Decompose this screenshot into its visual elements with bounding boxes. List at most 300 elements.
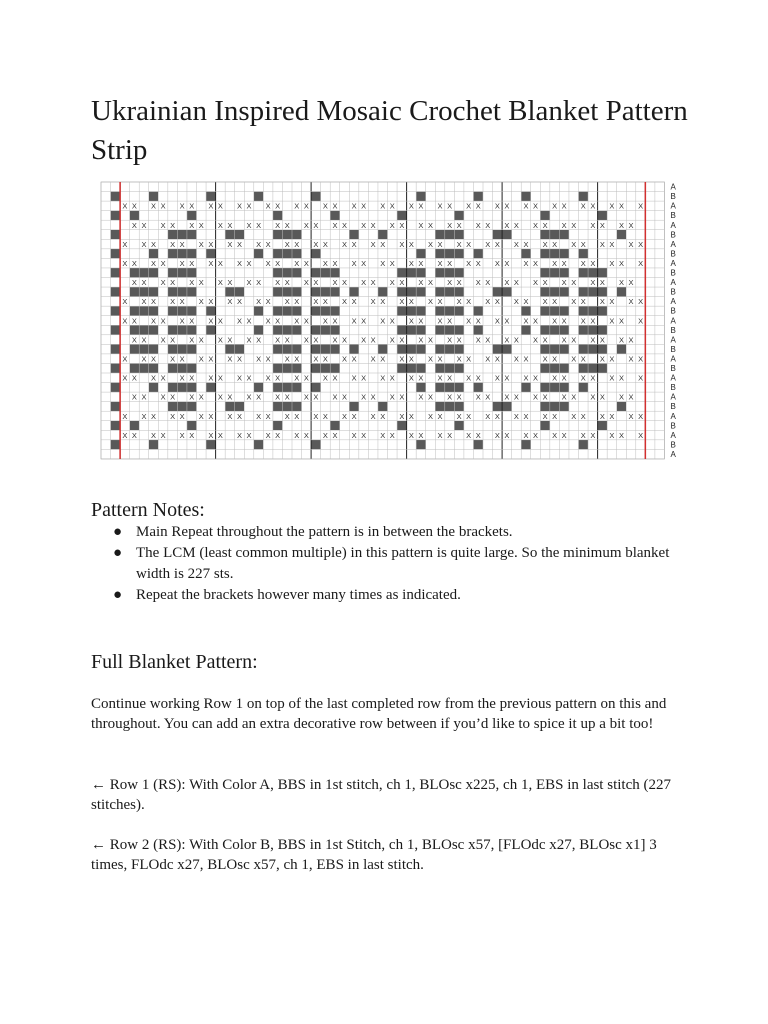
- svg-text:X: X: [571, 411, 577, 421]
- svg-text:X: X: [246, 258, 252, 268]
- svg-text:X: X: [256, 335, 262, 345]
- svg-text:X: X: [208, 201, 214, 211]
- svg-text:X: X: [217, 201, 223, 211]
- svg-text:X: X: [131, 258, 137, 268]
- svg-text:X: X: [427, 278, 433, 288]
- svg-text:X: X: [418, 258, 424, 268]
- svg-text:X: X: [170, 392, 176, 402]
- svg-text:X: X: [533, 278, 539, 288]
- svg-text:X: X: [303, 373, 309, 383]
- svg-text:X: X: [504, 392, 510, 402]
- svg-text:X: X: [580, 316, 586, 326]
- svg-text:X: X: [294, 239, 300, 249]
- svg-text:X: X: [618, 258, 624, 268]
- svg-text:X: X: [628, 411, 634, 421]
- svg-text:X: X: [609, 239, 615, 249]
- svg-text:X: X: [141, 220, 147, 230]
- note-text: Repeat the brackets however many times as indicated.: [136, 587, 461, 603]
- svg-text:X: X: [141, 392, 147, 402]
- svg-text:X: X: [408, 239, 414, 249]
- svg-text:X: X: [313, 411, 319, 421]
- svg-text:X: X: [590, 392, 596, 402]
- svg-text:X: X: [389, 201, 395, 211]
- svg-text:X: X: [513, 392, 519, 402]
- svg-text:X: X: [284, 297, 290, 307]
- svg-text:X: X: [399, 278, 405, 288]
- svg-text:X: X: [552, 411, 558, 421]
- svg-text:X: X: [618, 316, 624, 326]
- svg-text:X: X: [618, 430, 624, 440]
- svg-text:X: X: [189, 220, 195, 230]
- svg-text:X: X: [494, 316, 500, 326]
- svg-text:X: X: [284, 220, 290, 230]
- svg-text:X: X: [504, 201, 510, 211]
- svg-text:X: X: [179, 373, 185, 383]
- svg-text:X: X: [494, 239, 500, 249]
- svg-text:X: X: [561, 430, 567, 440]
- svg-text:X: X: [189, 335, 195, 345]
- svg-text:X: X: [170, 297, 176, 307]
- svg-text:A: A: [670, 392, 676, 402]
- svg-text:A: A: [670, 430, 676, 440]
- svg-text:X: X: [361, 430, 367, 440]
- svg-text:X: X: [141, 354, 147, 364]
- svg-text:X: X: [590, 220, 596, 230]
- svg-text:X: X: [151, 297, 157, 307]
- svg-text:X: X: [303, 201, 309, 211]
- svg-text:X: X: [361, 201, 367, 211]
- svg-text:B: B: [670, 268, 676, 278]
- svg-text:X: X: [380, 201, 386, 211]
- svg-text:X: X: [122, 316, 128, 326]
- svg-text:X: X: [513, 297, 519, 307]
- svg-text:A: A: [670, 373, 676, 383]
- svg-text:X: X: [580, 258, 586, 268]
- svg-text:X: X: [418, 220, 424, 230]
- svg-text:X: X: [246, 335, 252, 345]
- svg-text:X: X: [485, 239, 491, 249]
- svg-text:X: X: [284, 335, 290, 345]
- svg-text:X: X: [580, 201, 586, 211]
- svg-text:X: X: [599, 220, 605, 230]
- svg-text:X: X: [294, 297, 300, 307]
- svg-text:X: X: [590, 373, 596, 383]
- svg-text:X: X: [590, 316, 596, 326]
- svg-text:X: X: [342, 411, 348, 421]
- svg-text:X: X: [208, 239, 214, 249]
- svg-text:X: X: [427, 354, 433, 364]
- svg-text:X: X: [542, 239, 548, 249]
- svg-text:X: X: [198, 335, 204, 345]
- svg-text:X: X: [151, 239, 157, 249]
- svg-text:X: X: [609, 411, 615, 421]
- svg-text:X: X: [542, 392, 548, 402]
- svg-text:X: X: [485, 392, 491, 402]
- svg-text:X: X: [571, 220, 577, 230]
- svg-text:X: X: [561, 392, 567, 402]
- svg-text:X: X: [628, 220, 634, 230]
- svg-text:X: X: [131, 201, 137, 211]
- svg-text:X: X: [370, 411, 376, 421]
- svg-text:B: B: [670, 325, 676, 335]
- svg-text:X: X: [456, 354, 462, 364]
- svg-text:X: X: [246, 220, 252, 230]
- svg-text:X: X: [208, 258, 214, 268]
- svg-text:X: X: [284, 392, 290, 402]
- svg-text:X: X: [122, 411, 128, 421]
- svg-text:X: X: [170, 335, 176, 345]
- svg-text:X: X: [122, 354, 128, 364]
- svg-text:X: X: [485, 335, 491, 345]
- svg-text:X: X: [370, 354, 376, 364]
- svg-text:X: X: [322, 297, 328, 307]
- svg-text:X: X: [523, 373, 529, 383]
- svg-text:X: X: [303, 430, 309, 440]
- svg-text:X: X: [227, 297, 233, 307]
- svg-text:X: X: [322, 316, 328, 326]
- row-2-instruction: ← Row 2 (RS): With Color B, BBS in 1st Stitch, ch 1, BLOsc x57, [FLOdc x27, BLOsc x1] 3 times, FLOdc x27, BLOsc x57, ch 1, EBS in last stitch.: [91, 837, 657, 873]
- svg-text:X: X: [303, 316, 309, 326]
- svg-text:X: X: [523, 354, 529, 364]
- svg-text:X: X: [332, 316, 338, 326]
- svg-text:X: X: [485, 220, 491, 230]
- svg-text:X: X: [571, 297, 577, 307]
- svg-text:X: X: [523, 430, 529, 440]
- svg-text:X: X: [265, 411, 271, 421]
- svg-text:X: X: [370, 297, 376, 307]
- svg-text:A: A: [670, 201, 676, 211]
- svg-text:X: X: [456, 220, 462, 230]
- svg-text:X: X: [618, 392, 624, 402]
- svg-text:X: X: [227, 411, 233, 421]
- svg-text:X: X: [198, 278, 204, 288]
- svg-text:B: B: [670, 383, 676, 393]
- svg-text:X: X: [552, 239, 558, 249]
- svg-text:X: X: [437, 430, 443, 440]
- svg-text:X: X: [342, 239, 348, 249]
- svg-text:A: A: [670, 278, 676, 288]
- svg-text:X: X: [322, 258, 328, 268]
- svg-text:X: X: [437, 201, 443, 211]
- svg-text:X: X: [322, 373, 328, 383]
- svg-text:X: X: [542, 354, 548, 364]
- svg-text:X: X: [380, 354, 386, 364]
- svg-text:X: X: [418, 335, 424, 345]
- svg-text:X: X: [160, 373, 166, 383]
- svg-text:X: X: [294, 354, 300, 364]
- svg-text:X: X: [590, 335, 596, 345]
- svg-text:X: X: [599, 354, 605, 364]
- svg-text:X: X: [351, 316, 357, 326]
- svg-text:X: X: [475, 258, 481, 268]
- svg-text:X: X: [217, 335, 223, 345]
- page-title: Ukrainian Inspired Mosaic Crochet Blanket Pattern Strip: [91, 95, 688, 166]
- svg-text:X: X: [217, 316, 223, 326]
- svg-text:X: X: [332, 201, 338, 211]
- svg-text:X: X: [313, 354, 319, 364]
- svg-text:X: X: [275, 392, 281, 402]
- svg-text:X: X: [351, 354, 357, 364]
- svg-text:X: X: [609, 316, 615, 326]
- svg-text:X: X: [418, 201, 424, 211]
- svg-text:X: X: [542, 278, 548, 288]
- svg-text:X: X: [523, 297, 529, 307]
- svg-text:B: B: [670, 192, 676, 202]
- svg-text:X: X: [427, 220, 433, 230]
- svg-text:X: X: [351, 258, 357, 268]
- svg-text:X: X: [609, 430, 615, 440]
- svg-text:X: X: [141, 297, 147, 307]
- svg-text:X: X: [217, 258, 223, 268]
- svg-text:B: B: [670, 440, 676, 450]
- svg-text:X: X: [628, 392, 634, 402]
- svg-text:X: X: [179, 201, 185, 211]
- svg-text:X: X: [151, 258, 157, 268]
- svg-text:X: X: [533, 258, 539, 268]
- svg-text:X: X: [437, 316, 443, 326]
- svg-text:X: X: [275, 258, 281, 268]
- svg-text:X: X: [170, 239, 176, 249]
- svg-text:X: X: [208, 430, 214, 440]
- svg-text:X: X: [256, 392, 262, 402]
- svg-text:X: X: [361, 373, 367, 383]
- svg-text:X: X: [361, 278, 367, 288]
- svg-text:X: X: [513, 239, 519, 249]
- svg-text:X: X: [217, 430, 223, 440]
- svg-text:X: X: [638, 239, 644, 249]
- svg-text:X: X: [580, 411, 586, 421]
- svg-text:X: X: [208, 354, 214, 364]
- svg-text:X: X: [427, 239, 433, 249]
- svg-text:X: X: [303, 335, 309, 345]
- svg-text:X: X: [236, 239, 242, 249]
- svg-text:X: X: [504, 258, 510, 268]
- svg-text:X: X: [370, 278, 376, 288]
- svg-text:X: X: [275, 278, 281, 288]
- svg-text:X: X: [533, 373, 539, 383]
- svg-text:X: X: [590, 278, 596, 288]
- svg-text:X: X: [179, 354, 185, 364]
- svg-text:X: X: [447, 316, 453, 326]
- svg-text:X: X: [122, 239, 128, 249]
- svg-text:X: X: [475, 430, 481, 440]
- svg-text:X: X: [265, 258, 271, 268]
- pattern-notes-heading: Pattern Notes:: [91, 499, 205, 521]
- svg-text:X: X: [513, 278, 519, 288]
- svg-text:X: X: [160, 201, 166, 211]
- svg-text:X: X: [475, 220, 481, 230]
- svg-text:X: X: [351, 239, 357, 249]
- svg-text:X: X: [437, 373, 443, 383]
- svg-text:X: X: [189, 373, 195, 383]
- svg-text:X: X: [198, 411, 204, 421]
- svg-text:X: X: [427, 411, 433, 421]
- svg-text:X: X: [408, 316, 414, 326]
- svg-text:X: X: [494, 258, 500, 268]
- svg-text:X: X: [571, 354, 577, 364]
- svg-text:X: X: [552, 297, 558, 307]
- svg-text:X: X: [160, 278, 166, 288]
- svg-text:X: X: [533, 220, 539, 230]
- svg-text:X: X: [151, 373, 157, 383]
- svg-text:X: X: [131, 430, 137, 440]
- svg-text:X: X: [580, 354, 586, 364]
- svg-text:X: X: [408, 297, 414, 307]
- svg-text:X: X: [141, 239, 147, 249]
- svg-text:X: X: [456, 335, 462, 345]
- svg-text:X: X: [494, 297, 500, 307]
- svg-text:X: X: [447, 278, 453, 288]
- svg-text:X: X: [466, 239, 472, 249]
- svg-text:X: X: [351, 430, 357, 440]
- svg-text:X: X: [561, 278, 567, 288]
- svg-text:X: X: [332, 430, 338, 440]
- svg-text:X: X: [160, 335, 166, 345]
- svg-text:X: X: [275, 373, 281, 383]
- svg-text:X: X: [351, 373, 357, 383]
- note-item: [91, 585, 691, 606]
- svg-text:X: X: [198, 297, 204, 307]
- svg-text:X: X: [437, 258, 443, 268]
- svg-text:X: X: [265, 239, 271, 249]
- svg-text:X: X: [332, 373, 338, 383]
- svg-text:X: X: [580, 239, 586, 249]
- svg-text:X: X: [208, 297, 214, 307]
- svg-text:X: X: [313, 297, 319, 307]
- svg-text:X: X: [370, 220, 376, 230]
- svg-text:X: X: [380, 297, 386, 307]
- svg-text:X: X: [561, 220, 567, 230]
- svg-text:X: X: [552, 354, 558, 364]
- svg-text:X: X: [332, 335, 338, 345]
- svg-text:X: X: [322, 411, 328, 421]
- svg-text:X: X: [141, 411, 147, 421]
- svg-text:X: X: [599, 392, 605, 402]
- svg-text:X: X: [447, 258, 453, 268]
- svg-text:X: X: [227, 220, 233, 230]
- svg-text:X: X: [485, 278, 491, 288]
- svg-text:X: X: [208, 411, 214, 421]
- svg-text:X: X: [141, 335, 147, 345]
- svg-text:X: X: [609, 258, 615, 268]
- svg-text:X: X: [418, 392, 424, 402]
- svg-text:X: X: [447, 430, 453, 440]
- svg-text:X: X: [399, 239, 405, 249]
- svg-text:X: X: [580, 373, 586, 383]
- svg-text:X: X: [475, 316, 481, 326]
- svg-text:X: X: [389, 392, 395, 402]
- svg-text:X: X: [342, 392, 348, 402]
- svg-text:X: X: [227, 354, 233, 364]
- svg-text:X: X: [275, 316, 281, 326]
- svg-text:X: X: [571, 239, 577, 249]
- svg-text:X: X: [533, 335, 539, 345]
- svg-text:X: X: [313, 220, 319, 230]
- svg-text:X: X: [246, 392, 252, 402]
- svg-text:X: X: [638, 430, 644, 440]
- svg-text:X: X: [427, 335, 433, 345]
- svg-text:B: B: [670, 287, 676, 297]
- svg-text:X: X: [313, 392, 319, 402]
- svg-text:A: A: [670, 182, 676, 192]
- mosaic-chart-grid: [91, 174, 679, 482]
- svg-text:X: X: [533, 316, 539, 326]
- svg-text:X: X: [380, 430, 386, 440]
- svg-text:X: X: [332, 392, 338, 402]
- svg-text:A: A: [670, 220, 676, 230]
- svg-text:X: X: [475, 392, 481, 402]
- svg-text:X: X: [609, 373, 615, 383]
- svg-text:X: X: [122, 201, 128, 211]
- svg-text:X: X: [399, 220, 405, 230]
- svg-text:X: X: [198, 220, 204, 230]
- svg-text:X: X: [361, 335, 367, 345]
- svg-text:X: X: [408, 430, 414, 440]
- svg-text:X: X: [475, 278, 481, 288]
- svg-text:X: X: [122, 430, 128, 440]
- svg-text:X: X: [418, 278, 424, 288]
- svg-text:X: X: [122, 297, 128, 307]
- svg-text:X: X: [408, 258, 414, 268]
- svg-text:X: X: [494, 354, 500, 364]
- svg-text:X: X: [256, 354, 262, 364]
- mosaic-chart: [91, 174, 679, 482]
- svg-text:X: X: [533, 392, 539, 402]
- svg-text:X: X: [265, 316, 271, 326]
- svg-text:X: X: [151, 201, 157, 211]
- svg-text:X: X: [494, 430, 500, 440]
- svg-text:X: X: [284, 278, 290, 288]
- svg-text:X: X: [561, 373, 567, 383]
- svg-text:X: X: [475, 335, 481, 345]
- svg-text:X: X: [236, 373, 242, 383]
- svg-text:X: X: [542, 297, 548, 307]
- svg-text:X: X: [561, 258, 567, 268]
- svg-text:X: X: [131, 373, 137, 383]
- svg-text:X: X: [322, 430, 328, 440]
- svg-text:X: X: [342, 297, 348, 307]
- svg-text:X: X: [466, 201, 472, 211]
- svg-text:X: X: [427, 392, 433, 402]
- svg-text:X: X: [638, 258, 644, 268]
- svg-text:X: X: [447, 201, 453, 211]
- note-text: The LCM (least common multiple) in this pattern is quite large. So the minimum blanket width is 227 sts.: [136, 545, 670, 582]
- svg-text:A: A: [670, 297, 676, 307]
- svg-text:X: X: [189, 392, 195, 402]
- svg-text:X: X: [504, 335, 510, 345]
- svg-text:X: X: [332, 278, 338, 288]
- svg-text:X: X: [590, 258, 596, 268]
- svg-text:X: X: [466, 354, 472, 364]
- svg-text:X: X: [361, 316, 367, 326]
- svg-text:X: X: [256, 297, 262, 307]
- svg-text:X: X: [265, 430, 271, 440]
- svg-text:X: X: [399, 297, 405, 307]
- svg-text:X: X: [638, 411, 644, 421]
- svg-text:X: X: [179, 316, 185, 326]
- svg-text:X: X: [609, 201, 615, 211]
- svg-text:X: X: [628, 335, 634, 345]
- svg-text:X: X: [447, 392, 453, 402]
- svg-text:X: X: [456, 239, 462, 249]
- svg-text:X: X: [265, 201, 271, 211]
- svg-text:X: X: [494, 373, 500, 383]
- svg-text:X: X: [475, 373, 481, 383]
- svg-text:X: X: [618, 278, 624, 288]
- svg-text:X: X: [437, 354, 443, 364]
- bullet-icon: ●: [113, 545, 123, 561]
- svg-text:X: X: [513, 411, 519, 421]
